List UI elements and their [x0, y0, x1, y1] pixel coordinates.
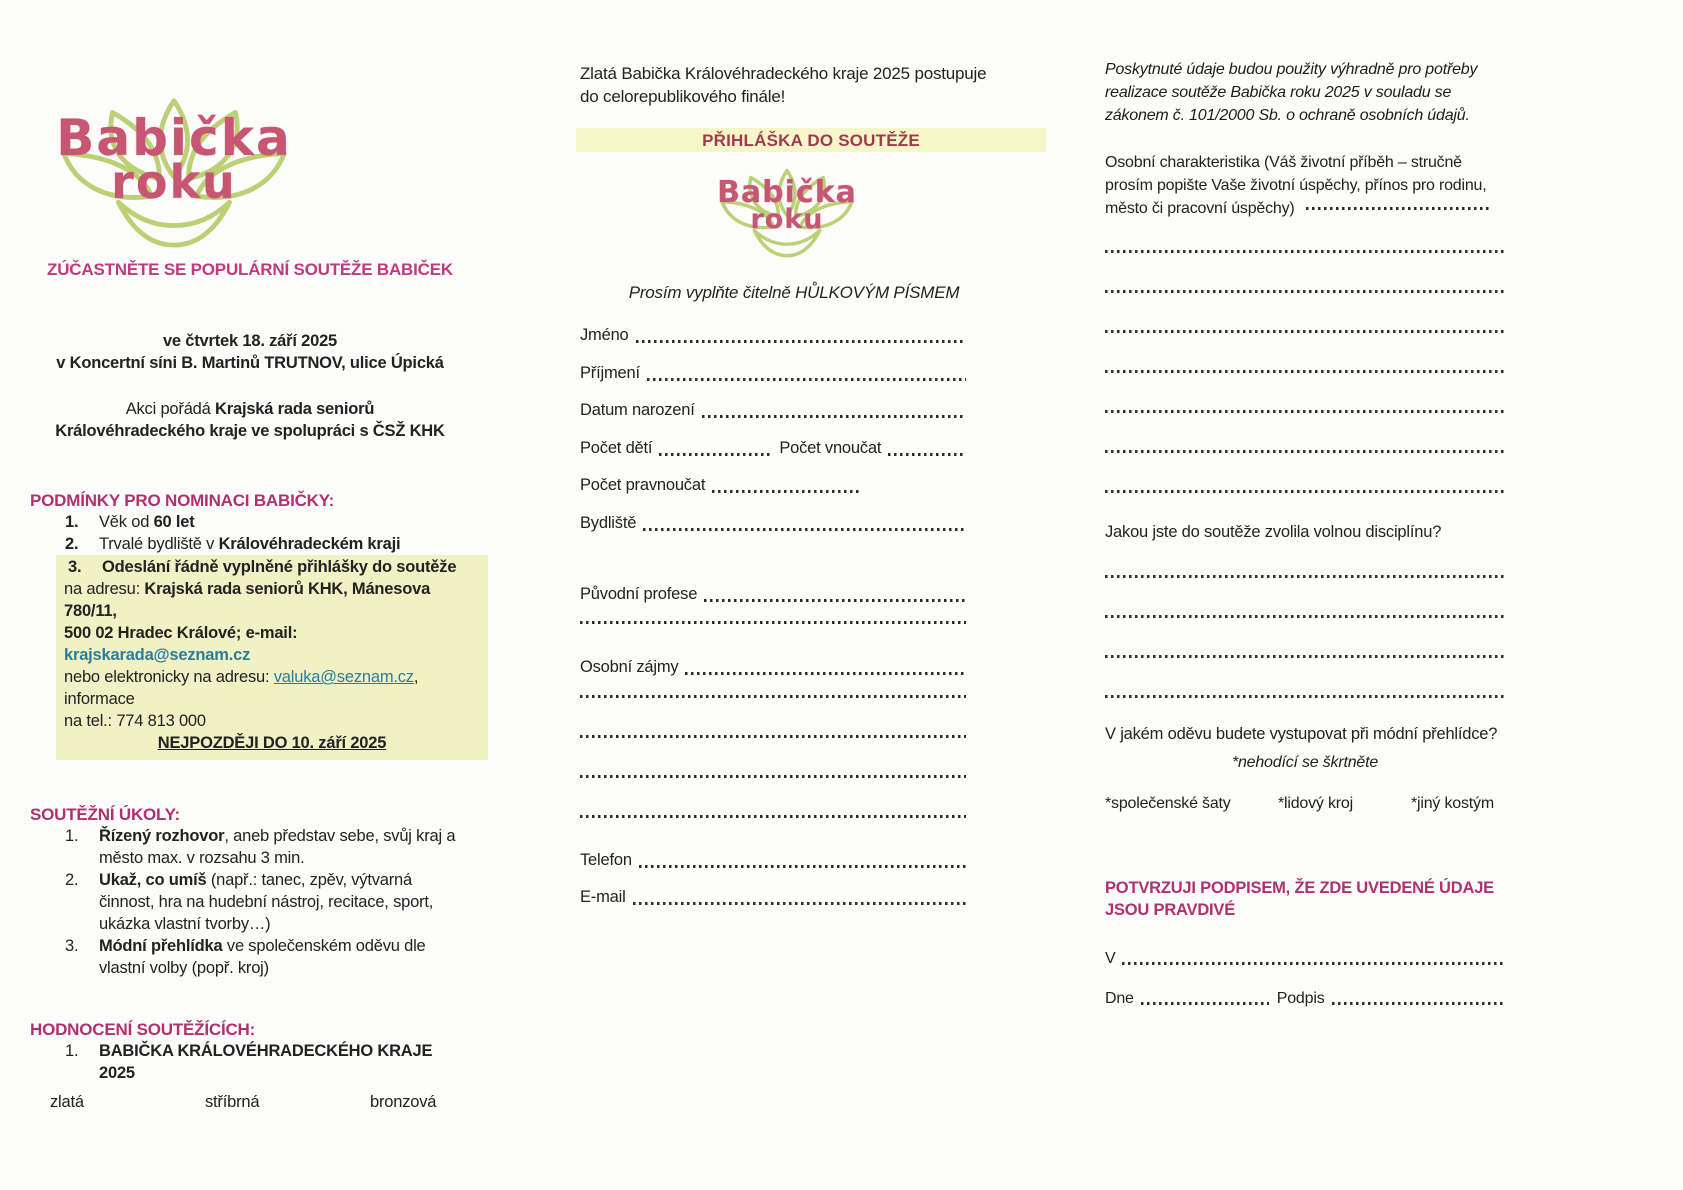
fill-instruction: Prosím vyplňte čitelně HŮLKOVÝM PÍSMEM — [628, 283, 960, 302]
writing-line — [1105, 615, 1505, 618]
conditions-heading: PODMÍNKY PRO NOMINACI BABIČKY: — [30, 491, 335, 510]
field-row-place: V — [1105, 947, 1505, 968]
email-link-valuka[interactable]: valuka@seznam.cz — [273, 668, 414, 686]
discipline-question: Jakou jste do soutěže zvolila volnou disciplínu? — [1105, 523, 1442, 541]
writing-line — [580, 695, 966, 698]
writing-line — [1105, 575, 1505, 578]
organizer-line2: Královéhradeckého kraje ve spolupráci s ČSŽ KHK — [55, 422, 445, 440]
option-lidovy-kroj: *lidový kroj — [1278, 795, 1353, 812]
event-organizer — [30, 398, 470, 442]
writing-line — [888, 453, 966, 456]
strike-out-note: *nehodící se škrtněte — [1231, 754, 1379, 771]
option-spolecenske-saty: *společenské šaty — [1105, 795, 1231, 812]
writing-line — [1105, 695, 1505, 698]
logo-text-line1: Babička — [717, 175, 857, 210]
writing-line — [1105, 330, 1505, 333]
writing-line — [702, 415, 966, 418]
field-row-bydliste: Bydliště — [580, 513, 1008, 534]
writing-line — [580, 621, 966, 624]
writing-line — [1105, 655, 1505, 658]
condition-item-3: 3. Odeslání řádně vyplněné přihlášky do soutěže — [68, 558, 457, 576]
babicka-roku-logo — [50, 93, 298, 249]
deadline-line: NEJPOZDĚJI DO 10. září 2025 — [157, 734, 387, 752]
event-details — [30, 330, 470, 442]
discipline-writing-lines — [1105, 575, 1505, 698]
logo-text-line2: roku — [111, 155, 237, 209]
writing-line — [1332, 1002, 1506, 1005]
writing-line — [685, 672, 966, 675]
medal-levels — [50, 1091, 480, 1113]
application-banner: PŘIHLÁŠKA DO SOUTĚŽE — [576, 128, 1046, 152]
writing-line — [1105, 290, 1505, 293]
task-item-1: 1. Řízený rozhovor, aneb představ sebe, svůj kraj a město max. v rozsahu 3 min. — [65, 827, 456, 867]
medal-silver: stříbrná — [205, 1093, 260, 1111]
writing-line — [580, 735, 966, 738]
writing-line — [643, 528, 966, 531]
characteristic-writing-lines — [1105, 250, 1505, 493]
address-line-3: nebo elektronicky na adresu: valuka@seznam.cz, informace — [64, 668, 419, 708]
field-row-date-signature: Dne Podpis — [1105, 987, 1505, 1008]
rating-heading: HODNOCENÍ SOUTĚŽÍCÍCH: — [30, 1020, 256, 1039]
organizer-line1: Akci pořádá Krajská rada seniorů — [125, 400, 375, 418]
writing-line — [659, 453, 771, 456]
field-row-pocet-pravnoucat: Počet pravnoučat — [580, 475, 1008, 496]
outfit-options — [1105, 792, 1505, 815]
option-jiny-kostym: *jiný kostým — [1411, 795, 1494, 812]
address-line-1: na adresu: Krajská rada seniorů KHK, Mánesova 780/11, — [64, 580, 431, 620]
writing-line — [633, 902, 966, 905]
medal-bronze: bronzová — [370, 1093, 437, 1111]
form-fields — [580, 325, 1008, 908]
writing-line — [636, 340, 966, 343]
writing-line — [1105, 370, 1505, 373]
task-item-2: 2. Ukaž, co umíš (např.: tanec, zpěv, výtvarná činnost, hra na hudební nástroj, recitace, sport, ukázka vlastní tvorby…) — [65, 871, 434, 933]
writing-line — [1105, 250, 1505, 253]
privacy-note: Poskytnuté údaje budou použity výhradně pro potřeby realizace soutěže Babička roku 2025 v souladu se zákonem č. 101/2000 Sb. o ochraně osobních údajů. — [1105, 61, 1478, 124]
writing-line — [704, 599, 966, 602]
event-venue: v Koncertní síni B. Martinů TRUTNOV, ulice Úpická — [56, 354, 444, 372]
writing-line — [1105, 490, 1505, 493]
right-column — [1105, 0, 1505, 1025]
rating-item-1: 1. BABIČKA KRÁLOVÉHRADECKÉHO KRAJE 2025 — [65, 1042, 433, 1082]
medal-gold: zlatá — [50, 1093, 84, 1111]
field-row-jmeno: Jméno — [580, 325, 1008, 346]
writing-line — [1105, 450, 1505, 453]
writing-line — [580, 815, 966, 818]
field-row-telefon: Telefon — [580, 850, 1008, 871]
writing-line — [1306, 207, 1492, 210]
writing-line — [580, 775, 966, 778]
writing-line — [639, 865, 966, 868]
field-row-datum-narozeni: Datum narození — [580, 400, 1008, 421]
writing-line — [712, 490, 862, 493]
condition-item-1: 1. Věk od 60 let — [65, 513, 195, 531]
babicka-roku-logo-small — [692, 166, 882, 258]
phone-line: na tel.: 774 813 000 — [64, 712, 206, 730]
signature-confirmation: POTVRZUJI PODPISEM, ŽE ZDE UVEDENÉ ÚDAJE JSOU PRAVDIVÉ — [1105, 879, 1494, 919]
logo-text-line2: roku — [750, 204, 824, 235]
writing-line — [1105, 410, 1505, 413]
application-address-highlight — [56, 555, 488, 760]
left-column — [30, 0, 480, 1113]
writing-line — [1122, 962, 1505, 965]
task-item-3: 3. Módní přehlídka ve společenském oděvu dle vlastní volby (popř. kroj) — [65, 937, 426, 977]
writing-line — [1141, 1002, 1269, 1005]
tagline: ZÚČASTNĚTE SE POPULÁRNÍ SOUTĚŽE BABIČEK — [47, 260, 453, 279]
email-link-krajskarada[interactable]: krajskarada@seznam.cz — [64, 646, 251, 664]
outfit-question: V jakém oděvu budete vystupovat při módní přehlídce? — [1105, 725, 1498, 743]
condition-item-2: 2. Trvalé bydliště v Královéhradeckém kraji — [65, 535, 401, 553]
field-row-email: E-mail — [580, 887, 1008, 908]
finale-note: Zlatá Babička Královéhradeckého kraje 2025 postupuje do celorepublikového finále! — [580, 64, 987, 106]
address-line-2: 500 02 Hradec Králové; e-mail: krajskarada@seznam.cz — [64, 624, 298, 664]
writing-line — [647, 378, 966, 381]
personal-characteristic-label: Osobní charakteristika (Váš životní příběh – stručně prosím popište Vaše životní úspěchy, přínos pro rodinu, město či pracovní úspěchy) — [1105, 151, 1505, 220]
field-row-puvodni-profese: Původní profese — [580, 584, 1008, 605]
field-row-pocet-deti-vnoucat: Počet dětí Počet vnoučat — [580, 438, 1008, 459]
field-row-osobni-zajmy: Osobní zájmy — [580, 657, 1008, 678]
field-row-prijmeni: Příjmení — [580, 363, 1008, 384]
logo-text-line1: Babička — [56, 109, 292, 167]
middle-column — [580, 0, 1008, 925]
event-date: ve čtvrtek 18. září 2025 — [162, 332, 338, 350]
tasks-heading: SOUTĚŽNÍ ÚKOLY: — [30, 805, 181, 824]
